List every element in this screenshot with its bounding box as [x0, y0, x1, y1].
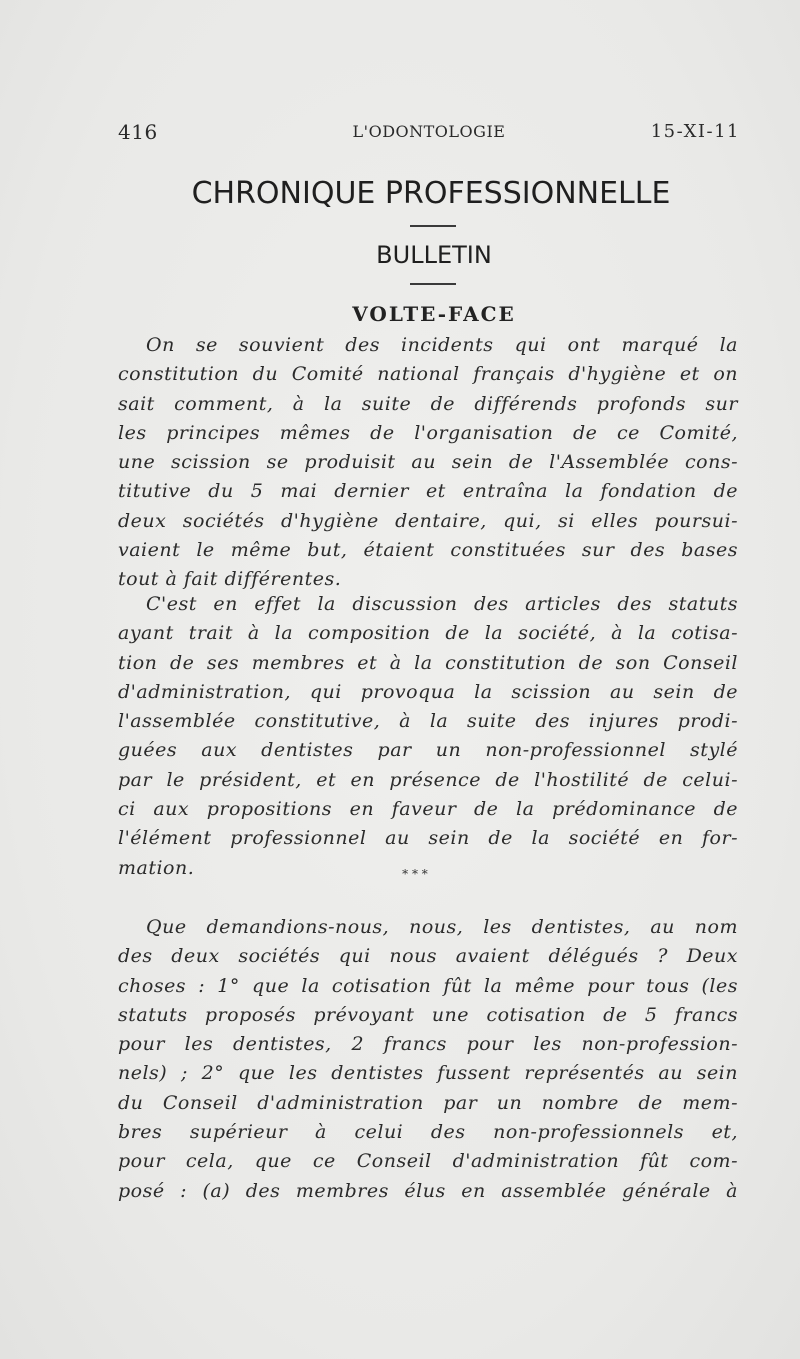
text-line: pour les dentistes, 2 francs pour les non-profession-	[118, 1033, 738, 1056]
paragraph-1	[118, 331, 738, 595]
section-title: CHRONIQUE PROFESSIONNELLE	[191, 176, 671, 211]
text-line: l'assemblée constitutive, à la suite des injures prodi-	[118, 710, 738, 733]
text-line: On se souvient des incidents qui ont marqué la	[146, 334, 738, 356]
text-line: vaient le même but, étaient constituées sur des bases	[118, 539, 738, 562]
text-line: sait comment, à la suite de différends profonds sur	[118, 392, 738, 415]
text-line: posé : (a) des membres élus en assemblée générale à	[118, 1179, 738, 1202]
text-line: deux sociétés d'hygiène dentaire, qui, si elles poursui-	[118, 509, 738, 532]
section-separator: * * *	[402, 867, 428, 881]
text-line: ayant trait à la composition de la société, à la cotisa-	[118, 622, 738, 645]
text-line: choses : 1° que la cotisation fût la même pour tous (les	[118, 974, 738, 997]
text-line: tout à fait différentes.	[118, 568, 342, 591]
journal-title: L'ODONTOLOGIE	[352, 122, 506, 141]
text-line: mation.	[118, 856, 195, 879]
issue-date: 15-XI-11	[650, 121, 740, 142]
paragraph-2	[118, 590, 738, 883]
text-line: nels) ; 2° que les dentistes fussent représentés au sein	[118, 1062, 738, 1085]
text-line: statuts proposés prévoyant une cotisation de 5 francs	[118, 1003, 738, 1026]
subtitle-divider	[410, 283, 456, 285]
text-line: C'est en effet la discussion des articles des statuts	[146, 593, 738, 615]
text-line: une scission se produisit au sein de l'Assemblée cons-	[118, 451, 738, 474]
running-header	[118, 120, 740, 144]
text-line: titutive du 5 mai dernier et entraîna la fondation de	[118, 480, 738, 503]
text-line: pour cela, que ce Conseil d'administration fût com-	[118, 1150, 738, 1173]
text-line: d'administration, qui provoqua la scission au sein de	[118, 680, 738, 703]
text-line: par le président, et en présence de l'hostilité de celui-	[118, 768, 738, 791]
text-line: bres supérieur à celui des non-professionnels et,	[118, 1121, 738, 1144]
text-line: les principes mêmes de l'organisation de ce Comité,	[118, 421, 738, 444]
subtitle: BULLETIN	[376, 241, 492, 269]
text-line: ci aux propositions en faveur de la prédominance de	[118, 798, 738, 821]
text-line: des deux sociétés qui nous avaient délégués ? Deux	[118, 945, 738, 968]
page-number: 416	[118, 120, 158, 144]
text-line: Que demandions-nous, nous, les dentistes, au nom	[146, 916, 738, 938]
text-line: constitution du Comité national français d'hygiène et on	[118, 363, 738, 386]
text-line: l'élément professionnel au sein de la société en for-	[118, 827, 738, 850]
article-title: VOLTE-FACE	[352, 302, 516, 326]
text-line: du Conseil d'administration par un nombre de mem-	[118, 1091, 738, 1114]
title-divider	[410, 225, 456, 227]
text-line: tion de ses membres et à la constitution de son Conseil	[118, 651, 738, 674]
paragraph-3	[118, 913, 738, 1206]
text-line: guées aux dentistes par un non-professionnel stylé	[118, 739, 738, 762]
